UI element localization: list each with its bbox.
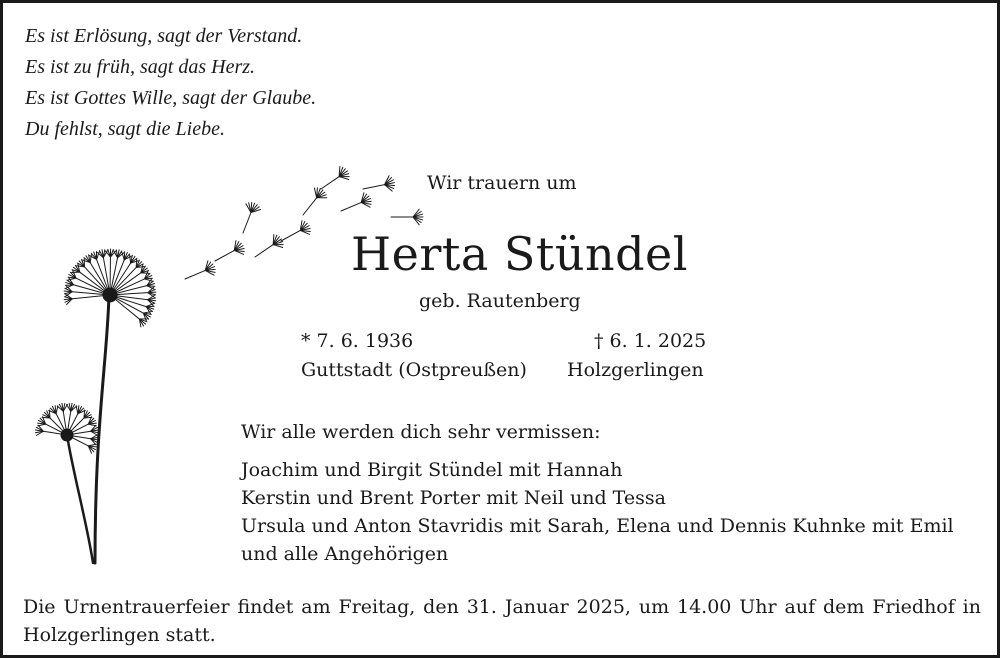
family-line: Joachim und Birgit Stündel mit Hannah [241, 459, 623, 481]
birth-date: * 7. 6. 1936 [301, 330, 414, 352]
missing-text: Wir alle werden dich sehr vermissen: [241, 421, 601, 443]
poem-line: Du fehlst, sagt die Liebe. [25, 118, 225, 140]
family-line: Ursula und Anton Stavridis mit Sarah, Elena und Dennis Kuhnke mit Emil [241, 515, 954, 537]
birth-place: Guttstadt (Ostpreußen) [301, 359, 527, 381]
poem-line: Es ist Gottes Wille, sagt der Glaube. [25, 87, 317, 109]
mourning-intro: Wir trauern um [427, 172, 577, 194]
death-place: Holzgerlingen [567, 359, 704, 381]
deceased-name: Herta Stündel [351, 227, 688, 281]
family-line: Kerstin und Brent Porter mit Neil und Tessa [241, 487, 666, 509]
dandelion-icon [61, 288, 117, 563]
poem [25, 21, 625, 145]
death-date: † 6. 1. 2025 [594, 330, 707, 352]
ceremony-info: Die Urnentrauerfeier findet am Freitag, den 31. Januar 2025, um 14.00 Uhr auf dem Friedhof in Holzgerlingen statt. [23, 596, 981, 646]
poem-line: Es ist zu früh, sagt das Herz. [25, 56, 256, 78]
family-list [241, 456, 954, 568]
maiden-name: geb. Rautenberg [419, 290, 581, 312]
family-line: und alle Angehörigen [241, 543, 449, 565]
poem-line: Es ist Erlösung, sagt der Verstand. [25, 25, 303, 47]
